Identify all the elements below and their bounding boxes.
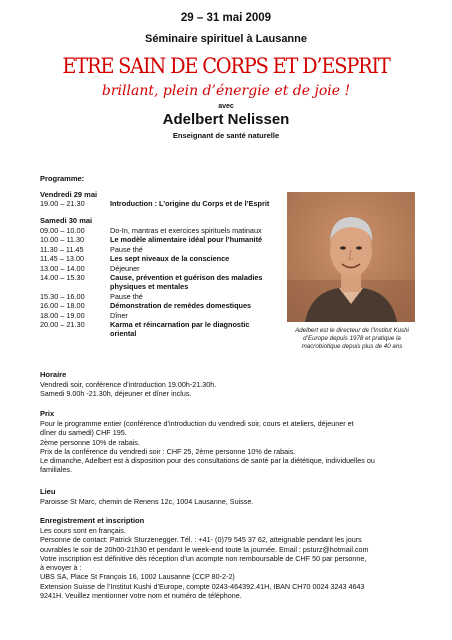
inscription-line: UBS SA, Place St François 16, 1002 Lausanne (CCP 80-2-2) <box>40 572 235 582</box>
inscription-line: Personne de contact: Patrick Sturzenegger. Tél. : +41- (0)79 545 37 62, atteignable pendant les jours <box>40 535 362 545</box>
prix-text <box>40 419 440 475</box>
seminar-dates: 29 – 31 mai 2009 <box>180 12 272 24</box>
schedule-activity-continued: physiques et mentales <box>110 282 189 292</box>
schedule-activity: Introduction : L’origine du Corps et de l’Esprit <box>110 199 270 208</box>
prix-line: familiales. <box>40 465 72 475</box>
prix-heading: Prix <box>40 409 55 418</box>
inscription-line: Votre inscription est définitive dès réception d’un acompte non remboursable de CHF 50 par personne, <box>40 553 367 563</box>
schedule-activity: Pause thé <box>110 291 143 301</box>
prix-line: Prix de la conférence du vendredi soir : CHF 25, 2ème personne 10% de rabais. <box>40 446 296 456</box>
schedule-activity: Démonstration de remèdes domestiques <box>110 301 252 311</box>
saturday-label: Samedi 30 mai <box>40 216 93 225</box>
friday-label: Vendredi 29 mai <box>40 190 98 199</box>
schedule-time: 11.45 – 13.00 <box>40 254 85 264</box>
schedule-time: 16.00 – 18.00 <box>40 301 85 311</box>
speaker-name: Adelbert Nelissen <box>162 111 290 128</box>
schedule-activity: Le modèle alimentaire idéal pour l’humanité <box>110 235 263 245</box>
seminar-heading: Séminaire spirituel à Lausanne <box>144 33 307 45</box>
inscription-line: Les cours sont en français. <box>40 526 126 535</box>
schedule-activity-continued: oriental <box>110 329 137 339</box>
inscription-text <box>40 526 440 600</box>
inscription-line: Extension Suisse de l’Institut Kushi d’Europe, compte 0243-464392.41H, IBAN CH70 0024 3243 4643 <box>40 581 365 591</box>
prix-line: Le dimanche, Adelbert est à disposition pour des consultations de santé par la diététique, individuelles ou <box>40 456 375 466</box>
lieu-heading: Lieu <box>40 487 56 496</box>
lieu-text <box>40 497 440 506</box>
schedule-activity: Dîner <box>110 310 128 320</box>
horaire-text <box>40 380 440 399</box>
prix-line: Pour le programme entier (conférence d’introduction du vendredi soir, cours et ateliers, déjeuner et <box>40 419 354 428</box>
lieu-line: Paroisse St Marc, chemin de Renens 12c, 1004 Lausanne, Suisse. <box>40 497 254 506</box>
schedule-activity: Karma et réincarnation par le diagnostic <box>110 320 250 329</box>
schedule-time: 11.30 – 11.45 <box>40 244 84 254</box>
photo-caption: Adelbert est le directeur de l’Institut Kushi d’Europe depuis 1978 et pratique la macrobiotique depuis plus de 40 ans <box>295 327 409 350</box>
main-title: ETRE SAIN DE CORPS ET D’ESPRIT <box>62 54 390 78</box>
speaker-role: Enseignant de santé naturelle <box>172 131 280 140</box>
schedule-time: 18.00 – 19.00 <box>40 310 85 320</box>
schedule-time: 09.00 – 10.00 <box>40 226 85 235</box>
schedule-time: 10.00 – 11.30 <box>40 235 85 245</box>
prix-line: 2ème personne 10% de rabais. <box>40 437 140 447</box>
schedule-time: 19.00 – 21.30 <box>40 199 85 208</box>
schedule-activity: Pause thé <box>110 244 143 254</box>
inscription-line: 9241H. Veuillez mentionner votre nom et numéro de téléphone. <box>40 591 242 601</box>
horaire-line: Samedi 9.00h -21.30h, déjeuner et dîner inclus. <box>40 389 192 399</box>
schedule-time: 15.30 – 16.00 <box>40 291 85 301</box>
subtitle: brillant, plein d’énergie et de joie ! <box>101 83 351 99</box>
inscription-heading: Enregistrement et inscription <box>40 516 145 525</box>
schedule-activity: Déjeuner <box>110 263 140 273</box>
schedule-time: 14.00 – 15.30 <box>40 273 85 282</box>
schedule-activity: Cause, prévention et guérison des maladies <box>110 273 263 282</box>
schedule-time: 20.00 – 21.30 <box>40 320 85 329</box>
schedule-time: 13.00 – 14.00 <box>40 263 85 273</box>
inscription-line: ouvrables le soir de 20h00-21h30 et pendant le week-end toute la journée. Email : psturz@hotmail.com <box>40 544 369 554</box>
speaker-photo <box>287 192 415 322</box>
schedule-activity: Do-In, mantras et exercices spirituels matinaux <box>110 226 262 235</box>
prix-line: dîner du samedi) CHF 195. <box>40 428 127 438</box>
inscription-line: à envoyer à : <box>40 563 82 573</box>
horaire-line: Vendredi soir, conférence d’introduction 19.00h-21.30h. <box>40 380 217 389</box>
schedule-activity: Les sept niveaux de la conscience <box>110 254 230 264</box>
programme-heading: Programme: <box>40 174 85 183</box>
horaire-heading: Horaire <box>40 370 67 379</box>
avec-label: avec <box>218 103 234 110</box>
